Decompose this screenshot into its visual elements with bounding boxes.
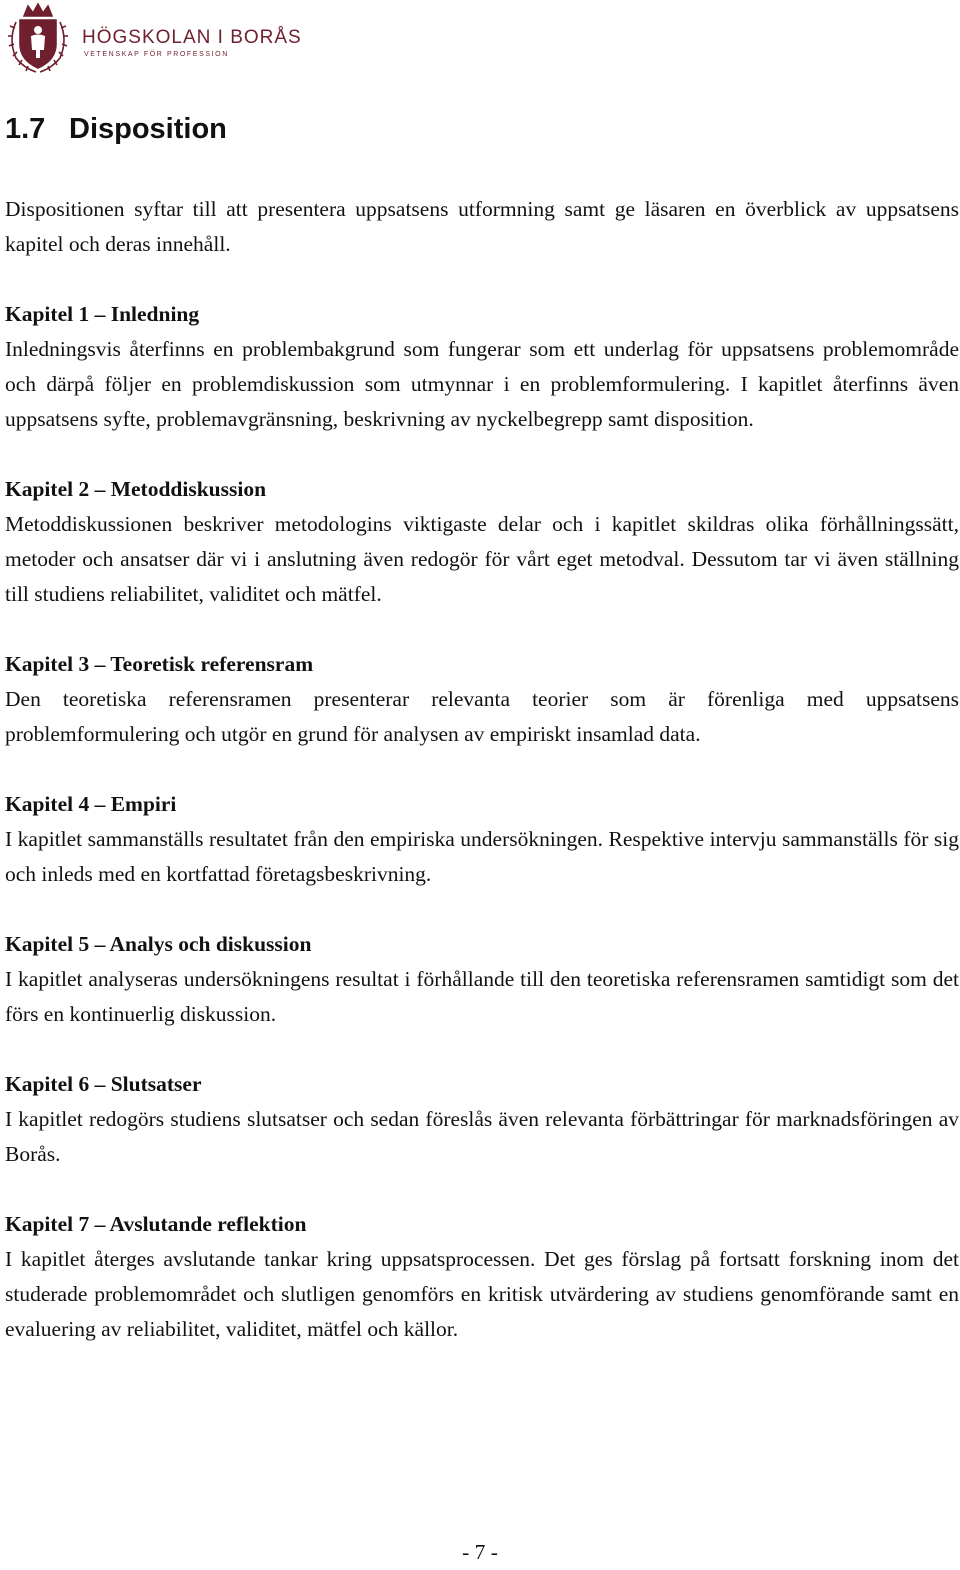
chapter-heading: Kapitel 4 – Empiri <box>5 792 177 816</box>
chapter-description: I kapitlet redogörs studiens slutsatser och sedan föreslås även relevanta förbättringar för marknadsföringen av Borås. <box>5 1107 959 1166</box>
section-title <box>5 109 227 149</box>
chapter-4 <box>5 787 959 892</box>
chapter-6 <box>5 1067 959 1172</box>
chapter-heading: Kapitel 6 – Slutsatser <box>5 1072 202 1096</box>
chapter-1 <box>5 297 959 437</box>
institution-name: HÖGSKOLAN I BORÅS <box>82 26 302 48</box>
chapter-heading: Kapitel 2 – Metoddiskussion <box>5 477 267 501</box>
chapter-description: Inledningsvis återfinns en problembakgrund som fungerar som ett underlag för uppsatsens problemområde och därpå följer en problemdiskussion som utmynnar i en problemformulering. I kapitlet återfinns även uppsatsens syfte, problemavgränsning, beskrivning av nyckelbegrepp samt disposition. <box>5 337 959 431</box>
chapter-5 <box>5 927 959 1032</box>
chapter-7 <box>5 1207 959 1347</box>
page-number: - 7 - <box>462 1540 498 1564</box>
chapter-heading: Kapitel 5 – Analys och diskussion <box>5 932 312 956</box>
chapter-2 <box>5 472 959 612</box>
chapter-description: I kapitlet analyseras undersökningens resultat i förhållande till den teoretiska referensramen samtidigt som det förs en kontinuerlig diskussion. <box>5 967 959 1026</box>
chapter-description: I kapitlet sammanställs resultatet från den empiriska undersökningen. Respektive intervju sammanställs för sig och inleds med en kortfattad företagsbeskrivning. <box>5 827 959 886</box>
crest-logo-icon <box>4 0 72 76</box>
chapter-3 <box>5 647 959 752</box>
chapter-description: Den teoretiska referensramen presenterar relevanta teorier som är förenliga med uppsatsens problemformulering och utgör en grund för analysen av empiriskt insamlad data. <box>5 687 959 746</box>
chapter-description: Metoddiskussionen beskriver metodologins viktigaste delar och i kapitlet skildras olika förhållningssätt, metoder och ansatser där vi i anslutning även redogör för vårt eget metodval. Dessutom tar vi även ställning till studiens reliabilitet, validitet och mätfel. <box>5 512 959 606</box>
chapter-description: I kapitlet återges avslutande tankar kring uppsatsprocessen. Det ges förslag på fortsatt forskning inom det studerade problemområdet och slutligen genomförs en kritisk utvärdering av studiens genomförande samt en evaluering av reliabilitet, validitet, mätfel och källor. <box>5 1247 959 1341</box>
section-number: 1.7 <box>5 113 46 145</box>
page-header <box>4 0 302 76</box>
chapter-heading: Kapitel 3 – Teoretisk referensram <box>5 652 314 676</box>
institution-tagline: VETENSKAP FÖR PROFESSION <box>84 50 229 58</box>
institution-wordmark <box>82 27 302 58</box>
section-title-text: Disposition <box>69 113 227 145</box>
chapter-heading: Kapitel 1 – Inledning <box>5 302 200 326</box>
document-body <box>5 192 959 1382</box>
chapter-heading: Kapitel 7 – Avslutande reflektion <box>5 1212 307 1236</box>
intro-paragraph: Dispositionen syftar till att presentera uppsatsens utformning samt ge läsaren en överblick av uppsatsens kapitel och deras innehåll. <box>5 197 959 256</box>
